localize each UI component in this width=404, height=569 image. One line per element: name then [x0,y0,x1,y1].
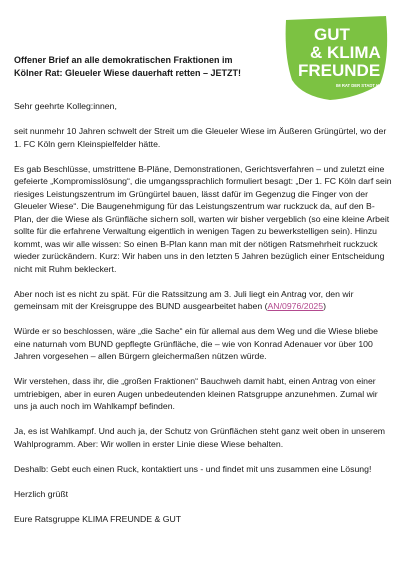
motion-link[interactable]: AN/0976/2025 [267,301,324,311]
letter-title-line-1: Offener Brief an alle demokratischen Fraktionen im [14,55,233,65]
logo-line-1: GUT [314,25,350,44]
logo-tagline: IM RAT DER STADT KÖLN [336,83,388,88]
salutation: Sehr geehrte Kolleg:innen, [14,101,117,111]
paragraph-4: Würde er so beschlossen, wäre „die Sache“ ein für allemal aus dem Weg und die Wiese bliebe eine naturnah vom BUND gepflegte Grünfläche, die – wie von Konrad Adenauer vor über 100 Jahren vorgesehen – allen Bürgern gleichermaßen nützen würde. [14,326,378,361]
paragraph-7: Deshalb: Gebt euch einen Ruck, kontaktiert uns - und findet mit uns zusammen eine Lösung! [14,463,372,474]
letter-body [14,100,392,538]
paragraph-1: seit nunmehr 10 Jahren schwelt der Streit um die Gleueler Wiese im Äußeren Grüngürtel, wo der 1. FC Köln gern Kleinspielfelder hätte. [14,126,387,149]
letter-title [14,54,280,80]
paragraph-5: Wir verstehen, dass ihr, die „großen Fraktionen“ Bauchweh damit habt, einen Antrag von einer umtriebigen, aber in euren Augen unbedeutenden kleinen Ratsgruppe anzunehmen. Zumal wir uns ja auch noch im Wahlkampf befinden. [14,376,378,411]
logo-line-3: FREUNDE [298,61,381,80]
paragraph-6: Ja, es ist Wahlkampf. Und auch ja, der Schutz von Grünflächen steht ganz weit oben in unserem Wahlprogramm. Aber: Wir wollen in erster Linie diese Wiese behalten. [14,426,386,449]
letter-title-line-2: Kölner Rat: Gleueler Wiese dauerhaft retten – JETZT! [14,68,241,78]
signature: Eure Ratsgruppe KLIMA FREUNDE & GUT [14,513,182,524]
closing: Herzlich grüßt [14,488,69,499]
skyline-decoration [300,0,369,20]
logo-line-2: & KLIMA [310,43,381,62]
paragraph-3-text: Aber noch ist es nicht zu spät. Für die Ratssitzung am 3. Juli liegt ein Antrag vor, den wir gemeinsam mit der Kreisgruppe des BUND ausgearbeitet haben ( [14,288,354,311]
paragraph-3 [14,288,392,313]
klima-freunde-gut-logo [280,0,392,104]
paragraph-3-end: ) [323,301,326,311]
paragraph-2: Es gab Beschlüsse, umstrittene B-Pläne, Demonstrationen, Gerichtsverfahren – und zuletzt eine gefeierte „Kompromisslösung“, die umgangssprachlich formuliert besagt: „Der 1. FC Köln darf sein riesiges Leistungszentrum im Grüngürtel bauen, lässt dafür im Gegenzug die Finger von der Gleueler Wiese“. Die Baugenehmigung für das Leistungszentrum war ruckzuck da, auf den B-Plan, der die Wiese als Grünfläche sichern soll, warten wir bisher vergeblich (so eine kleine Arbeit sollte für die erfahrene Verwaltung eigentlich in wenigen Tagen zu bewerkstelligen sein). Hinzu kommt, was wir alle wissen: So einen B-Plan kann man mit der nötigen Ratsmehrheit ruckzuck wieder zurückändern. Kurz: Wir haben uns in den letzten 5 Jahren bezüglich einer Entscheidung nicht mit Ruhm bekleckert. [14,163,392,274]
